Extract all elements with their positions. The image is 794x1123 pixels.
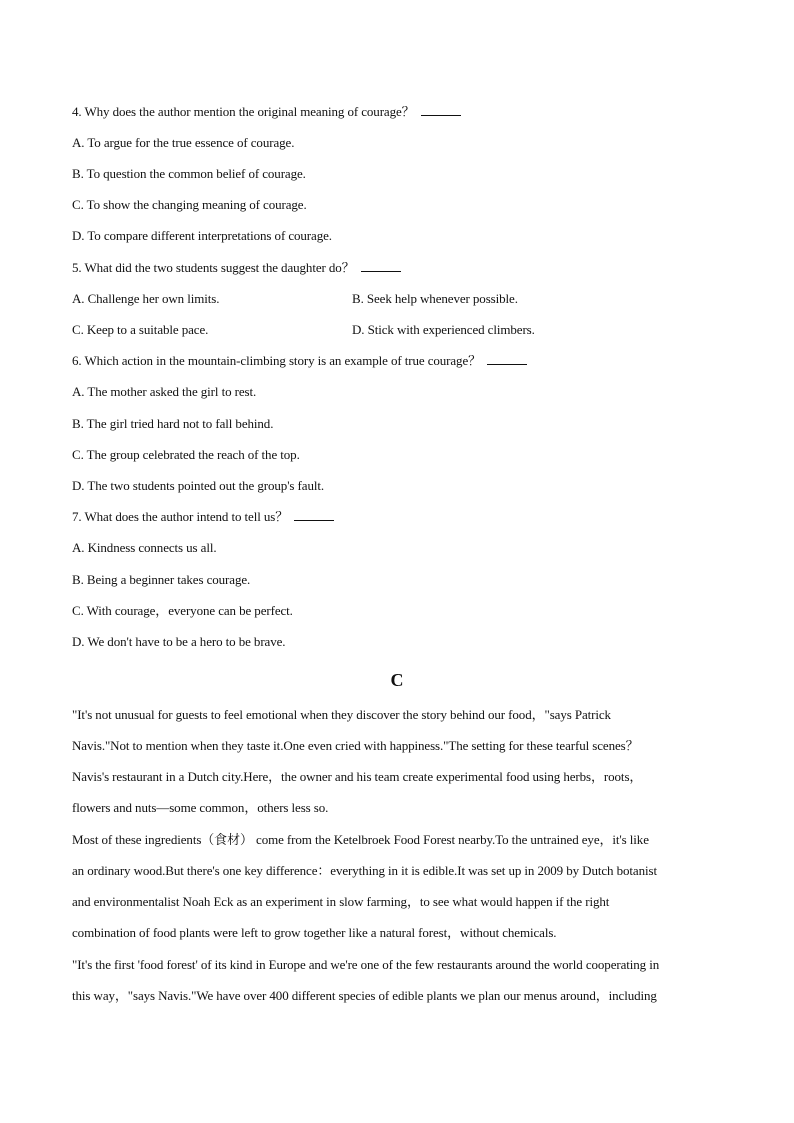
passage-line: "It's not unusual for guests to feel emotional when they discover the story behind our food，"says Patrick [72,707,611,722]
q7-option-a: A. Kindness connects us all. [72,540,217,555]
passage-line: flowers and nuts—some common，others less so. [72,800,329,815]
q4-option-c: C. To show the changing meaning of courage. [72,197,307,212]
q7-option-b: B. Being a beginner takes courage. [72,572,251,587]
question-4-stem [72,104,461,120]
q6-option-b: B. The girl tried hard not to fall behind. [72,416,274,431]
answer-blank [421,105,461,116]
question-text: 6. Which action in the mountain-climbing story is an example of true courage？ [72,353,482,368]
q5-option-b: B. Seek help whenever possible. [352,291,518,306]
q4-option-d: D. To compare different interpretations of courage. [72,228,332,243]
q6-option-d: D. The two students pointed out the group's fault. [72,478,325,493]
q4-option-b: B. To question the common belief of courage. [72,166,306,181]
passage-line: this way，"says Navis."We have over 400 different species of edible plants we plan our menus around，including [72,988,657,1003]
question-6-stem [72,353,527,369]
q4-option-a: A. To argue for the true essence of courage. [72,135,295,150]
q7-option-d: D. We don't have to be a hero to be brave. [72,634,286,649]
section-heading: C [390,670,404,690]
q5-option-d: D. Stick with experienced climbers. [352,322,535,337]
q5-option-a: A. Challenge her own limits. [72,291,220,306]
q5-option-c: C. Keep to a suitable pace. [72,322,209,337]
question-text: 7. What does the author intend to tell us？ [72,509,289,524]
passage-line: "It's the first 'food forest' of its kind in Europe and we're one of the few restaurants around the world cooperating in [72,957,660,972]
passage-line: Most of these ingredients（食材） come from the Ketelbroek Food Forest nearby.To the untrained eye，it's like [72,832,649,847]
question-text: 4. Why does the author mention the original meaning of courage？ [72,104,415,119]
passage-line: Navis's restaurant in a Dutch city.Here，the owner and his team create experimental food using herbs，roots， [72,769,643,784]
q6-option-a: A. The mother asked the girl to rest. [72,384,257,399]
question-5-stem [72,260,401,276]
question-text: 5. What did the two students suggest the daughter do？ [72,260,355,275]
passage-line: Navis."Not to mention when they taste it.One even cried with happiness."The setting for these tearful scenes？ [72,738,639,753]
answer-blank [361,261,401,272]
answer-blank [487,354,527,365]
question-7-stem [72,509,334,525]
q6-option-c: C. The group celebrated the reach of the top. [72,447,300,462]
passage-line: and environmentalist Noah Eck as an experiment in slow farming，to see what would happen if the right [72,894,610,909]
passage-line: an ordinary wood.But there's one key difference：everything in it is edible.It was set up in 2009 by Dutch botanist [72,863,657,878]
q7-option-c: C. With courage，everyone can be perfect. [72,603,293,618]
answer-blank [294,510,334,521]
passage-line: combination of food plants were left to grow together like a natural forest，without chemicals. [72,925,557,940]
